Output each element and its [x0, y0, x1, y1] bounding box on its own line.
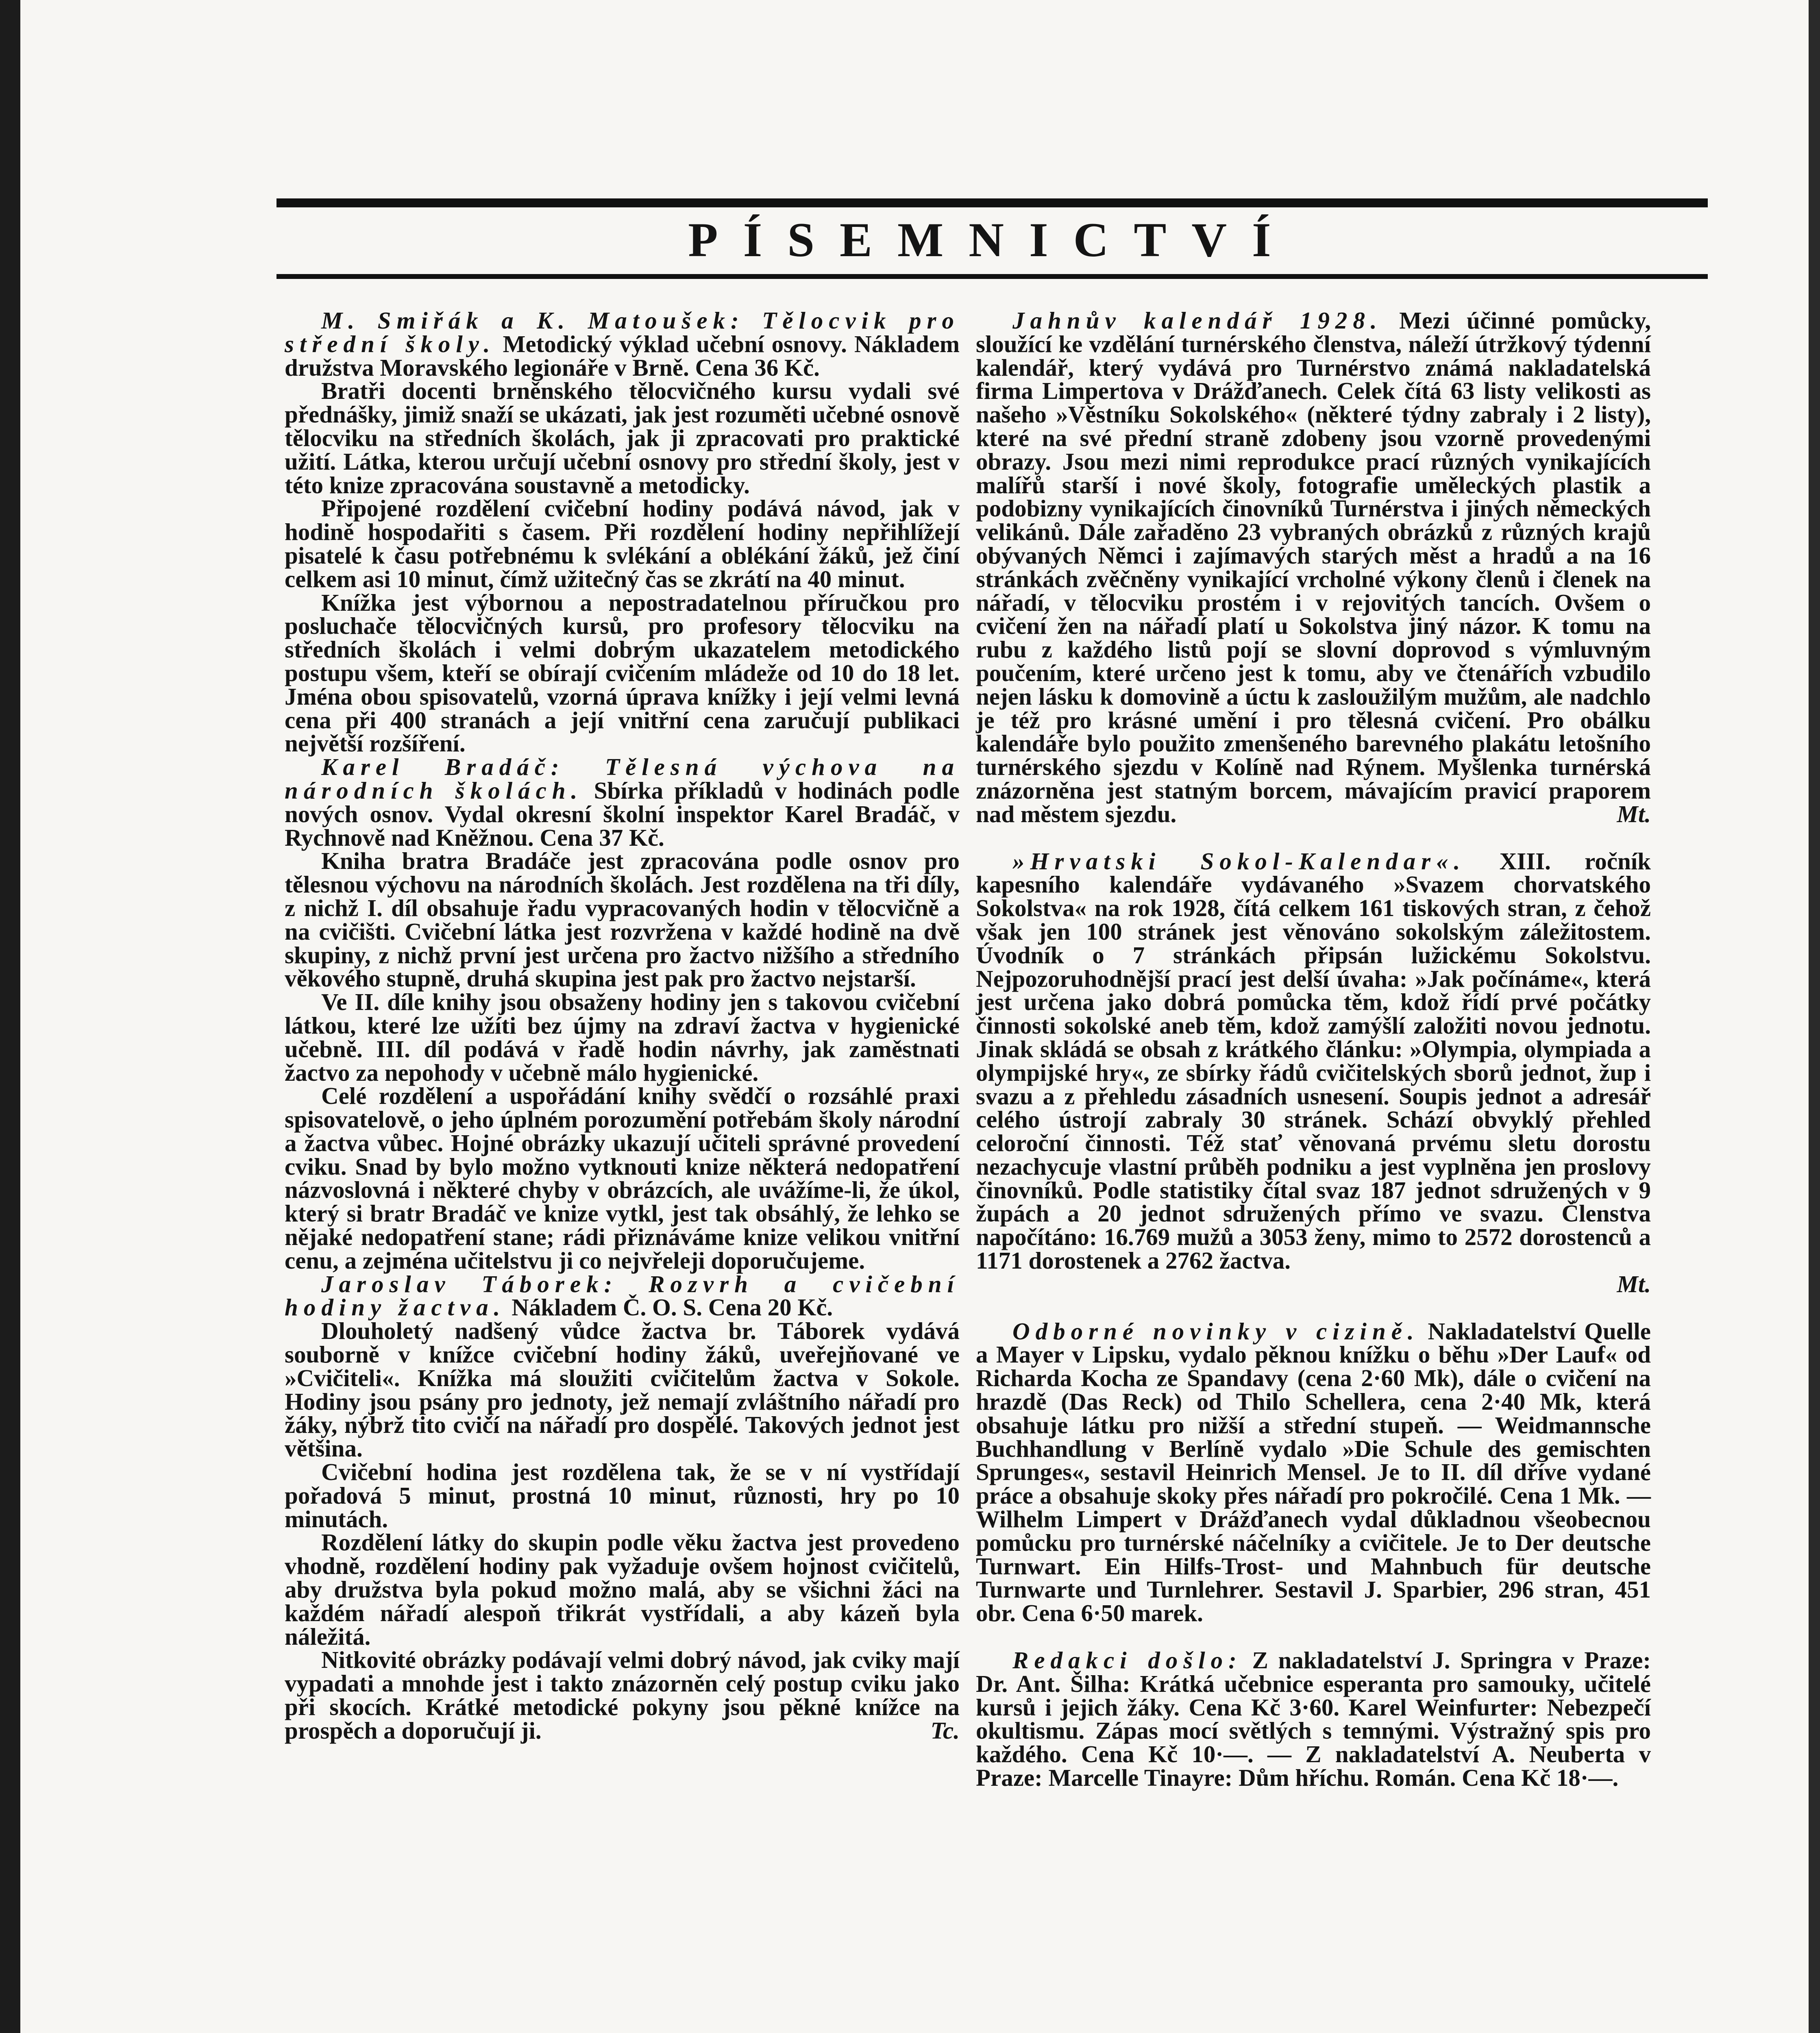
review-meta: Sbírka příkladů v hodinách podle nových osnov. Vydal okresní školní inspektor Karel Bradáč, v Rychnově nad Kněžnou. Cena 37 Kč.	[285, 777, 960, 851]
paragraph: Kniha bratra Bradáče jest zpracována podle osnov pro tělesnou výchovu na národních školách. Jest rozdělena na tři díly, z nichž I. díl obsahuje řadu vypracovaných hodin v tělocvičně a na cvičišti. Cvičební látka jest rozvržena v každé hodině na dvě skupiny, z nichž první jest určena pro žactvo nižšího a středního věkového stupně, druhá skupina jest pak pro žactvo nejstarší.	[285, 847, 960, 992]
paragraph: Celé rozdělení a uspořádání knihy svědčí o rozsáhlé praxi spisovatelově, o jeho úplném porozumění potřebám školy národní a žactva vůbec. Hojné obrázky ukazují učiteli správné provedení cviku. Snad by bylo možno vytknouti knize některá nedopatření názvoslovná i některé chyby v obrázcích, ale uvážíme-li, že úkol, který si bratr Bradáč ve knize vytkl, jest tak obsáhlý, že lehko se nějaké nedopatření stane; rádi přiznáváme knize velikou vnitřní cenu, a zejména učitelstvu ji co nejvřeleji doporučujeme.	[285, 1082, 960, 1274]
page-heading: PÍSEMNICTVÍ	[688, 213, 1296, 267]
author-signature: Tc.	[930, 1717, 960, 1744]
paragraph: Cvičební hodina jest rozdělena tak, že se v ní vystřídají pořadová 5 minut, prostná 10 minut, různosti, hry po 10 minutách.	[285, 1458, 960, 1532]
review-meta: Nákladem Č. O. S. Cena 20 Kč.	[505, 1294, 833, 1321]
paragraph-text: Nitkovité obrázky podávají velmi dobrý návod, jak cviky mají vypadati a mnohde jest i takto znázorněn celý postup cviku jako při skocích. Krátké metodické pokyny jsou pěkné knížce na prospěch a doporučují ji.	[285, 1646, 960, 1744]
scan-border-right	[1809, 0, 1820, 2033]
left-column	[285, 309, 960, 1743]
scan-border-left	[0, 0, 20, 2033]
paragraph: Ve II. díle knihy jsou obsaženy hodiny jen s takovou cvičební látkou, které lze užíti bez újmy na zdraví žactva v hygienické učebně. III. díl podává v řadě hodin návrhy, jak zaměstnati žactvo za nepohody v učebně málo hygienické.	[285, 988, 960, 1086]
top-rule	[276, 198, 1708, 207]
review-entry	[976, 1649, 1651, 1790]
paragraph: Bratři docenti brněnského tělocvičného kursu vydali své přednášky, jimiž snaží se ukázati, jak jest rozuměti učebné osnově tělocviku na středních školách, jak ji zpracovati pro praktické užití. Látka, kterou určují učební osnovy pro střední školy, jest v této knize zpracována soustavně a metodicky.	[285, 377, 960, 498]
review-title: Karel Bradáč: Tělesná výchova na národních školách.	[285, 753, 960, 804]
review-entry	[285, 309, 960, 379]
right-column	[976, 309, 1651, 1790]
review-body: Z nakladatelství J. Springra v Praze: Dr. Ant. Šilha: Krátká učebnice esperanta pro samouky, učitelé kursů i jejich žáky. Cena Kč 3·60. Karel Weinfurter: Nebezpečí okultismu. Zápas mocí světlých s temnými. Výstražný spis pro každého. Cena Kč 10·—. — Z nakladatelství A. Neuberta v Praze: Marcelle Tinayre: Dům hříchu. Román. Cena Kč 18·—.	[976, 1647, 1651, 1791]
review-entry	[976, 309, 1651, 826]
review-entry	[285, 1270, 960, 1321]
review-title: Redakci došlo:	[1012, 1647, 1242, 1674]
review-title: M. Smiřák a K. Matoušek: Tělocvik pro střední školy.	[285, 307, 960, 357]
review-entry	[976, 847, 1651, 1274]
heading-rule	[276, 274, 1708, 279]
paragraph	[285, 1648, 960, 1742]
review-body: Mezi účinné pomůcky, sloužící ke vzdělání turnérského členstva, náleží útržkový týdenní kalendář, který vydává pro Turnérstvo známá nakladatelská firma Limpertova v Drážďanech. Celek čítá 63 listy velikosti as našeho »Věstníku Sokolského« (některé týdny zabraly i 2 listy), které na své přední straně zdobeny jsou vzorně provedenými obrazy. Jsou mezi nimi reprodukce prací různých vynikajících malířů starší i nové školy, fotografie uměleckých plastik a podobizny vynikajících činovníků Turnérstva i jiných německých velikánů. Dále zařaděno 23 vybraných obrázků z různých krajů obývaných Němci i zajímavých starých měst a hradů a na 16 stránkách zvěčněny vynikající vrcholné výkony členů i členek na nářadí, v tělocviku prostém i v rejovitých tancích. Ovšem o cvičení žen na nářadí platí u Sokolstva jiný názor. K tomu na rubu z každého listů pojí se slovní doprovod s výmluvným poučením, které určeno jest k tomu, aby ve čtenářích vzbudilo nejen lásku k domovině a úctu k zasloužilým mužům, ale nadchlo je též pro krásné umění i pro tělesná cvičení. Pro obálku kalendáře bylo použito zmenšeného barevného plakátu letošního turnérského sjezdu v Kolíně nad Rýnem. Myšlenka turnérská znázorněna jest statným borcem, mávajícím pravicí praporem nad městem sjezdu.	[976, 307, 1651, 827]
review-title: Jahnův kalendář 1928.	[1012, 307, 1382, 334]
paragraph: Rozdělení látky do skupin podle věku žactva jest provedeno vhodně, rozdělení hodiny pak vyžaduje ovšem hojnost cvičitelů, aby družstva byla pokud možno malá, aby se všichni žáci na každém nářadí alespoň třikrát vystřídali, a aby kázeň byla náležitá.	[285, 1529, 960, 1650]
review-entry	[285, 755, 960, 849]
paragraph: Dlouholetý nadšený vůdce žactva br. Táborek vydává souborně v knížce cvičební hodiny žáků, uveřejňované ve »Cvičiteli«. Knížka má sloužiti cvičitelům žactva v Sokole. Hodiny jsou psány pro jednoty, jež nemají zvláštního nářadí pro žáky, nýbrž tito cvičí na nářadí pro dospělé. Takových jednot jest většina.	[285, 1317, 960, 1462]
author-signature: Mt.	[1617, 1270, 1651, 1297]
review-title: »Hrvatski Sokol-Kalendar«.	[1012, 847, 1466, 875]
review-title: Odborné novinky v cizině.	[1012, 1317, 1419, 1345]
review-title: Jaroslav Táborek: Rozvrh a cvičební hodiny žactva.	[285, 1270, 960, 1321]
paragraph: Připojené rozdělení cvičební hodiny podává návod, jak v hodině hospodařiti s časem. Při rozdělení hodiny nepřihlížejí pisatelé k času potřebnému k svlékání a oblékání žáků, jež činí celkem asi 10 minut, čímž užitečný čas se zkrátí na 40 minut.	[285, 495, 960, 592]
author-signature: Mt.	[1617, 800, 1651, 827]
review-entry	[976, 1317, 1651, 1627]
review-body: Nakladatelství Quelle a Mayer v Lipsku, vydalo pěknou knížku o běhu »Der Lauf« od Richarda Kocha ze Spandavy (cena 2·60 Mk), dále o cvičení na hrazdě (Das Reck) od Thilo Schellera, cena 2·40 Mk, která obsahuje látku pro nižší a střední stupeň. — Weidmannsche Buchhandlung v Berlíně vydalo »Die Schule des gemischten Sprunges«, sestavil Heinrich Mensel. Je to II. díl dříve vydané práce a obsahuje skoky přes nářadí pro pokročilé. Cena 1 Mk. — Wilhelm Limpert v Drážďanech vydal důkladnou všeobecnou pomůcku pro turnérské náčelníky a cvičitele. Je to Der deutsche Turnwart. Ein Hilfs-Trost- und Mahnbuch für deutsche Turnwarte und Turnlehrer. Sestavil J. Sparbier, 296 stran, 451 obr. Cena 6·50 marek.	[976, 1317, 1651, 1627]
review-meta: Metodický výklad učební osnovy. Nákladem družstva Moravského legionáře v Brně. Cena 36 Kč.	[285, 330, 960, 381]
paragraph: Knížka jest výbornou a nepostradatelnou příručkou pro posluchače tělocvičných kursů, pro profesory tělocviku na středních školách i velmi dobrým ukazatelem metodického postupu všem, kteří se obírají cvičením mládeže od 10 do 18 let. Jména obou spisovatelů, vzorná úprava knížky i její velmi levná cena při 400 stranách a její vnitřní cena zaručují publikaci největší rozšíření.	[285, 589, 960, 757]
review-body: XIII. ročník kapesního kalendáře vydávaného »Svazem chorvatského Sokolstva« na rok 1928, čítá celkem 161 tiskových stran, z čehož však jen 100 stránek jest věnováno sokolským záležitostem. Úvodník o 7 stránkách připsán lužickému Sokolstvu. Nejpozoruhodnější prací jest delší úvaha: »Jak počínáme«, která jest určena jako dobrá pomůcka těm, kdož řídí prvé počátky činnosti sokolské aneb těm, kdož zamýšlí založiti novou jednotu. Jinak skládá se obsah z krátkého článku: »Olympia, olympiada a olympijské hry«, ze sbírky řádů cvičitelských sborů jednot, žup i svazu a z přehledu zásadních usnesení. Soupis jednot a adresář celého ústrojí zabraly 30 stránek. Schází obvyklý přehled celoroční činnosti. Též stať věnovaná prvému sletu dorostu nezachycuje vlastní průběh podniku a jest vyplněna jen proslovy činovníků. Podle statistiky čítal svaz 187 jednot sdružených v 9 župách a 20 jednot sdružených přímo ve svazu. Členstva napočítáno: 16.769 mužů a 3053 ženy, mimo to 2572 dorostenců a 1171 dorostenek a 2762 žactva.	[976, 847, 1651, 1274]
